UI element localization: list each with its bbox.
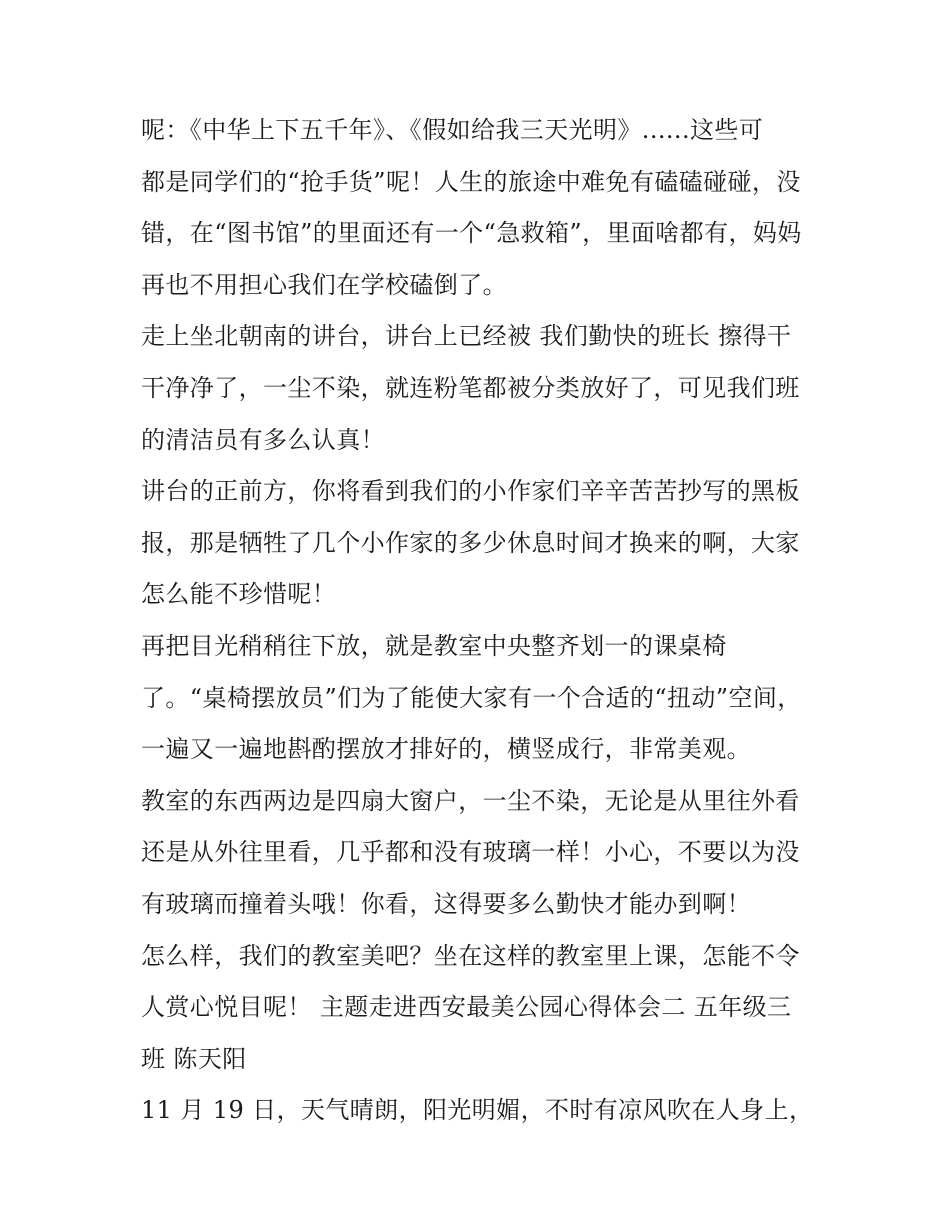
text-line: 错，在“图书馆”的里面还有一个“急救箱”，里面啥都有，妈妈 xyxy=(141,219,802,248)
text-line: 班 陈天阳 xyxy=(141,1044,247,1073)
text-line: 再把目光稍稍往下放，就是教室中央整齐划一的课桌椅 xyxy=(141,631,727,660)
text-line: 有玻璃而撞着头哦！你看，这得要多么勤快才能办到啊！ xyxy=(141,889,751,918)
text-line: 11 月 19 日，天气晴朗，阳光明媚，不时有凉风吹在人身上， xyxy=(141,1096,814,1125)
text-line: 讲台的正前方，你将看到我们的小作家们辛辛苦苦抄写的黑板 xyxy=(141,477,800,506)
text-line: 教室的东西两边是四扇大窗户，一尘不染，无论是从里往外看 xyxy=(141,786,800,815)
body-text xyxy=(141,109,821,1141)
text-line: 怎么能不珍惜呢！ xyxy=(141,580,337,609)
text-line: 了。“桌椅摆放员”们为了能使大家有一个合适的“扭动”空间， xyxy=(141,683,802,712)
text-line: 再也不用担心我们在学校磕倒了。 xyxy=(141,270,507,299)
text-line: 人赏心悦目呢！ 主题走进西安最美公园心得体会二 五年级三 xyxy=(141,993,792,1022)
text-line: 还是从外往里看，几乎都和没有玻璃一样！小心，不要以为没 xyxy=(141,838,800,867)
text-line: 走上坐北朝南的讲台，讲台上已经被 我们勤快的班长 擦得干 xyxy=(141,322,792,351)
text-line: 的清洁员有多么认真！ xyxy=(141,425,385,454)
text-line: 呢：《中华上下五千年》、《假如给我三天光明》......这些可 xyxy=(141,116,764,144)
text-line: 报，那是牺牲了几个小作家的多少休息时间才换来的啊，大家 xyxy=(141,528,800,557)
text-line: 一遍又一遍地斟酌摆放才排好的，横竖成行，非常美观。 xyxy=(141,735,751,764)
text-line: 怎么样，我们的教室美吧？坐在这样的教室里上课，怎能不令 xyxy=(141,941,800,970)
text-line: 都是同学们的“抢手货”呢！人生的旅途中难免有磕磕碰碰，没 xyxy=(141,167,801,196)
text-line: 干净净了，一尘不染，就连粉笔都被分类放好了，可见我们班 xyxy=(141,373,800,402)
